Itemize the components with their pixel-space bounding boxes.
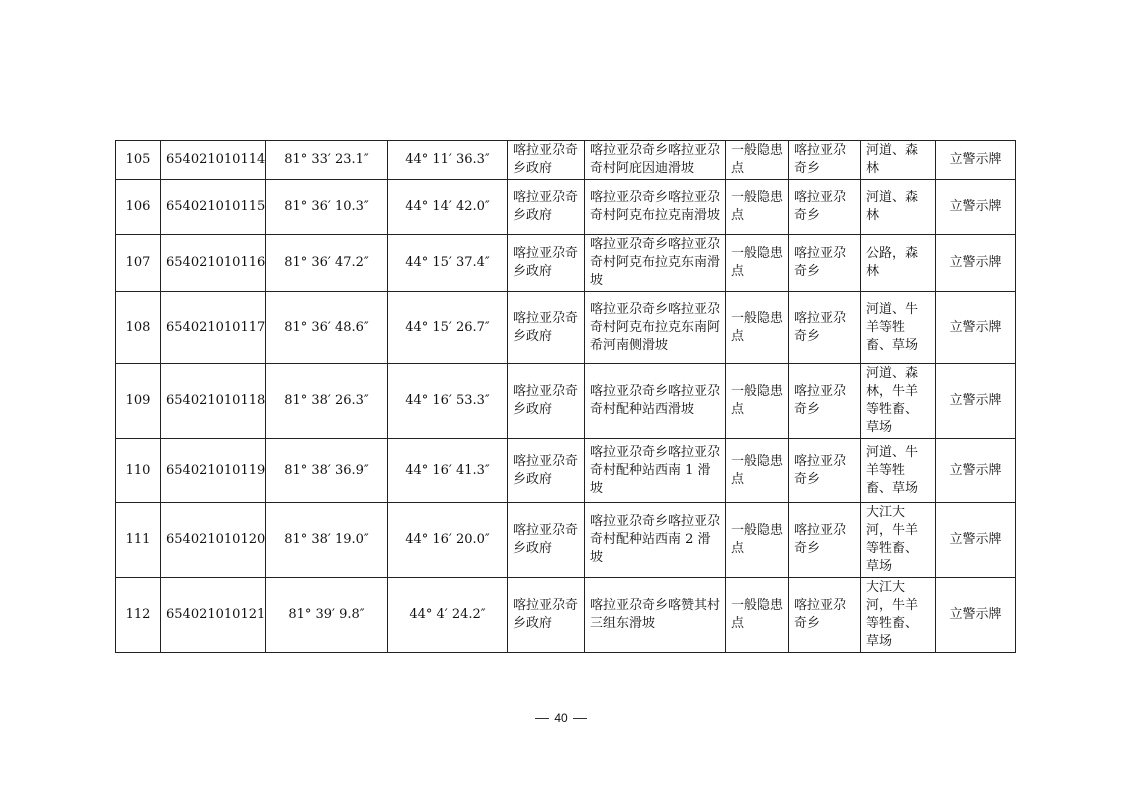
cell-name: 喀拉亚尕奇乡喀拉亚尕奇村阿克布拉克东南滑坡 — [585, 235, 726, 292]
cell-lat: 44° 4′ 24.2″ — [388, 578, 508, 653]
cell-measure: 立警示牌 — [936, 578, 1016, 653]
cell-lon: 81° 36′ 48.6″ — [266, 292, 388, 364]
cell-unit: 喀拉亚尕奇乡政府 — [508, 141, 585, 180]
table-row — [116, 439, 1016, 503]
cell-unit: 喀拉亚尕奇乡政府 — [508, 235, 585, 292]
page-number: 40 — [554, 711, 568, 725]
cell-unit: 喀拉亚尕奇乡政府 — [508, 364, 585, 439]
cell-name: 喀拉亚尕奇乡喀赞其村三组东滑坡 — [585, 578, 726, 653]
cell-threat: 河道、牛羊等牲畜、草场 — [861, 439, 936, 503]
cell-unit: 喀拉亚尕奇乡政府 — [508, 292, 585, 364]
cell-lat: 44° 16′ 53.3″ — [388, 364, 508, 439]
cell-lat: 44° 16′ 20.0″ — [388, 503, 508, 578]
cell-unit: 喀拉亚尕奇乡政府 — [508, 439, 585, 503]
cell-lon: 81° 38′ 19.0″ — [266, 503, 388, 578]
cell-threat: 河道、森林，牛羊等牲畜、草场 — [861, 364, 936, 439]
cell-code: 654021010114 — [161, 141, 266, 180]
cell-no: 106 — [116, 180, 161, 235]
cell-no: 109 — [116, 364, 161, 439]
footer-dash-right — [573, 718, 587, 719]
cell-town: 喀拉亚尕奇乡 — [789, 439, 861, 503]
cell-level: 一般隐患点 — [726, 439, 789, 503]
table-row — [116, 180, 1016, 235]
cell-lon: 81° 36′ 10.3″ — [266, 180, 388, 235]
cell-town: 喀拉亚尕奇乡 — [789, 503, 861, 578]
cell-lon: 81° 39′ 9.8″ — [266, 578, 388, 653]
cell-town: 喀拉亚尕奇乡 — [789, 235, 861, 292]
table-row — [116, 141, 1016, 180]
cell-level: 一般隐患点 — [726, 578, 789, 653]
cell-code: 654021010119 — [161, 439, 266, 503]
cell-no: 107 — [116, 235, 161, 292]
page-footer — [0, 711, 1122, 725]
cell-unit: 喀拉亚尕奇乡政府 — [508, 180, 585, 235]
cell-measure: 立警示牌 — [936, 364, 1016, 439]
cell-measure: 立警示牌 — [936, 180, 1016, 235]
cell-no: 105 — [116, 141, 161, 180]
cell-name: 喀拉亚尕奇乡喀拉亚尕奇村配种站西南 1 滑坡 — [585, 439, 726, 503]
cell-lat: 44° 14′ 42.0″ — [388, 180, 508, 235]
cell-threat: 公路，森林 — [861, 235, 936, 292]
cell-lon: 81° 33′ 23.1″ — [266, 141, 388, 180]
cell-measure: 立警示牌 — [936, 292, 1016, 364]
cell-name: 喀拉亚尕奇乡喀拉亚尕奇村配种站西滑坡 — [585, 364, 726, 439]
cell-measure: 立警示牌 — [936, 141, 1016, 180]
cell-unit: 喀拉亚尕奇乡政府 — [508, 578, 585, 653]
cell-measure: 立警示牌 — [936, 235, 1016, 292]
cell-lon: 81° 36′ 47.2″ — [266, 235, 388, 292]
cell-code: 654021010120 — [161, 503, 266, 578]
cell-lat: 44° 11′ 36.3″ — [388, 141, 508, 180]
cell-lat: 44° 16′ 41.3″ — [388, 439, 508, 503]
cell-lon: 81° 38′ 26.3″ — [266, 364, 388, 439]
cell-name: 喀拉亚尕奇乡喀拉亚尕奇村配种站西南 2 滑坡 — [585, 503, 726, 578]
cell-name: 喀拉亚尕奇乡喀拉亚尕奇村阿庇因迪滑坡 — [585, 141, 726, 180]
cell-code: 654021010118 — [161, 364, 266, 439]
cell-town: 喀拉亚尕奇乡 — [789, 180, 861, 235]
cell-town: 喀拉亚尕奇乡 — [789, 141, 861, 180]
cell-no: 111 — [116, 503, 161, 578]
table-row — [116, 364, 1016, 439]
cell-no: 112 — [116, 578, 161, 653]
cell-lon: 81° 38′ 36.9″ — [266, 439, 388, 503]
table-row — [116, 503, 1016, 578]
cell-measure: 立警示牌 — [936, 439, 1016, 503]
cell-name: 喀拉亚尕奇乡喀拉亚尕奇村阿克布拉克东南阿希河南侧滑坡 — [585, 292, 726, 364]
table-row — [116, 292, 1016, 364]
table-row — [116, 235, 1016, 292]
cell-code: 654021010121 — [161, 578, 266, 653]
footer-dash-left — [535, 718, 549, 719]
hazard-table — [115, 140, 1016, 653]
cell-level: 一般隐患点 — [726, 180, 789, 235]
cell-threat: 河道、森林 — [861, 180, 936, 235]
table-row — [116, 578, 1016, 653]
cell-level: 一般隐患点 — [726, 292, 789, 364]
cell-threat: 河道、森林 — [861, 141, 936, 180]
cell-threat: 大江大河，牛羊等牲畜、草场 — [861, 503, 936, 578]
cell-town: 喀拉亚尕奇乡 — [789, 364, 861, 439]
cell-measure: 立警示牌 — [936, 503, 1016, 578]
cell-threat: 河道、牛羊等牲畜、草场 — [861, 292, 936, 364]
cell-town: 喀拉亚尕奇乡 — [789, 578, 861, 653]
cell-level: 一般隐患点 — [726, 235, 789, 292]
cell-town: 喀拉亚尕奇乡 — [789, 292, 861, 364]
cell-no: 108 — [116, 292, 161, 364]
cell-lat: 44° 15′ 26.7″ — [388, 292, 508, 364]
cell-unit: 喀拉亚尕奇乡政府 — [508, 503, 585, 578]
cell-code: 654021010115 — [161, 180, 266, 235]
cell-level: 一般隐患点 — [726, 503, 789, 578]
cell-threat: 大江大河，牛羊等牲畜、草场 — [861, 578, 936, 653]
cell-name: 喀拉亚尕奇乡喀拉亚尕奇村阿克布拉克南滑坡 — [585, 180, 726, 235]
cell-code: 654021010116 — [161, 235, 266, 292]
cell-level: 一般隐患点 — [726, 364, 789, 439]
cell-lat: 44° 15′ 37.4″ — [388, 235, 508, 292]
cell-code: 654021010117 — [161, 292, 266, 364]
cell-level: 一般隐患点 — [726, 141, 789, 180]
cell-no: 110 — [116, 439, 161, 503]
